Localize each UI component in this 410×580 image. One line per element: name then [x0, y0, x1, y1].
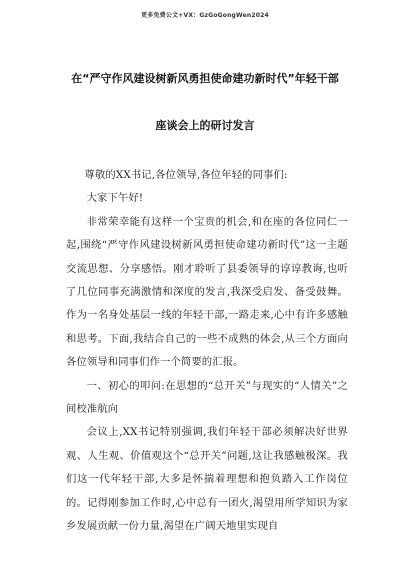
document-body	[66, 164, 348, 539]
salutation-paragraph: 尊敬的XX书记,各位领导,各位年轻的同事们:	[84, 169, 288, 181]
document-title-line-2: 座谈会上的研讨发言	[155, 119, 255, 132]
watermark-header: 更多免费公文+VX：GzGoGongWen2024	[141, 12, 269, 19]
section-heading-1: 一、初心的叩问:在思想的“总开关”与现实的“人情关”之间校准航向	[66, 379, 348, 416]
document-title-line-1: 在“严守作风建设树新风勇担使命建功新时代”年轻干部	[71, 72, 339, 85]
section-1-paragraph: 会议上,XX书记特别强调,我们年轻干部必须解决好世界观、人生观、价值观这个“总开关”问题,这让我感触极深。我们这一代年轻干部,大多是怀揣着理想和抱负踏入工作岗位的。记得刚参加工作时,心中总有一团火,渴望用所学知识为家乡发展贡献一份力量,渴望在广阔天地里实现自	[66, 426, 348, 533]
intro-paragraph: 非常荣幸能有这样一个宝贵的机会,和在座的各位同仁一起,围绕“严守作风建设树新风勇担使命建功新时代”这一主题交流思想、分享感悟。刚才聆听了县委领导的谆谆教诲,也听了几位同事充满激情和深度的发言,我深受启发、备受鼓舞。作为一名身处基层一线的年轻干部,一路走来,心中有许多感触和思考。下面,我结合自己的一些不成熟的体会,从三个方面向各位领导和同事们作一个简要的汇报。	[66, 215, 348, 369]
greeting-paragraph: 大家下午好!	[86, 192, 144, 205]
